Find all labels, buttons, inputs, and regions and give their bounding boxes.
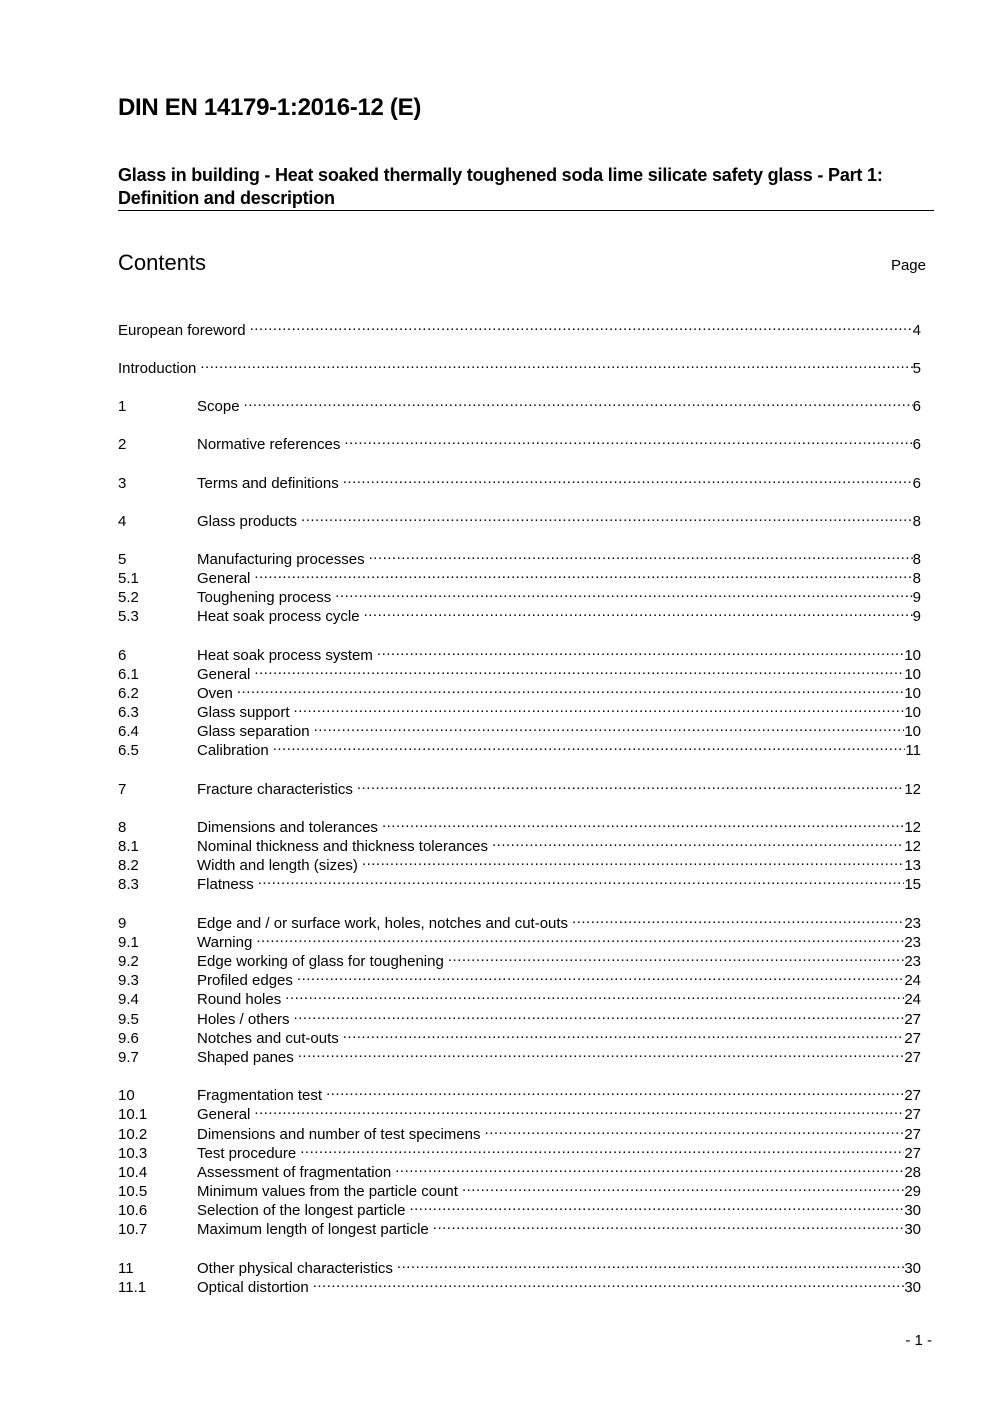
document-subtitle: Glass in building - Heat soaked thermally toughened soda lime silicate safety glass - Part 1: Definition and description [118,165,883,208]
dot-leader [258,870,905,889]
toc-entry-number: 6.2 [118,685,139,702]
toc-entry[interactable] [118,832,921,855]
toc-entry-title: Flatness [197,876,254,893]
toc-entry[interactable] [118,851,921,874]
toc-entry-title: Oven [197,685,233,702]
dot-leader [294,698,905,717]
toc-entry-number: 10.3 [118,1145,148,1162]
toc-entry-page: 6 [912,436,921,453]
toc-entry-title: Width and length (sizes) [197,857,358,874]
dot-leader [285,985,904,1004]
toc-entry-title: Fragmentation test [197,1087,323,1104]
toc-entry-number: 6 [118,647,127,664]
toc-entry[interactable] [118,641,921,664]
toc-entry-number: 9.1 [118,934,139,951]
dot-leader [294,1005,905,1024]
toc-entry-page: 27 [904,1106,921,1123]
toc-entry-number: 9.5 [118,1011,139,1028]
toc-entry-number: 1 [118,398,127,415]
toc-entry[interactable] [118,1196,921,1219]
toc-entry-number: 2 [118,436,127,453]
toc-entry-page: 28 [904,1164,921,1181]
dot-leader [433,1215,905,1234]
dot-leader [244,392,913,411]
toc-entry-title: General [197,666,251,683]
toc-entry-number: 10.7 [118,1221,148,1238]
toc-entry[interactable] [118,660,921,683]
toc-entry-title: Round holes [197,991,282,1008]
page-number: - 1 - [905,1332,932,1349]
toc-entry-number: 11 [118,1260,134,1277]
toc-entry[interactable] [118,430,921,453]
toc-entry-title: Fracture characteristics [197,781,353,798]
dot-leader [254,1100,904,1119]
toc-entry[interactable] [118,679,921,702]
toc-entry-number: 5 [118,551,127,568]
toc-entry[interactable] [118,507,921,530]
toc-entry[interactable] [118,909,921,932]
toc-entry[interactable] [118,602,921,625]
toc-entry-title: Test procedure [197,1145,297,1162]
toc-entry-title: Manufacturing processes [197,551,365,568]
toc-entry-title: Introduction [118,360,197,377]
dot-leader [237,679,904,698]
dot-leader [409,1196,904,1215]
page-column-heading: Page [890,257,926,274]
toc-entry[interactable] [118,736,921,759]
toc-entry-page: 24 [904,972,921,989]
toc-entry-number: 8.1 [118,838,139,855]
toc-entry[interactable] [118,545,921,568]
toc-entry-page: 8 [912,551,921,568]
dot-leader [492,832,904,851]
dot-leader [301,507,913,526]
toc-entry[interactable] [118,1177,921,1200]
toc-entry-title: Heat soak process system [197,647,373,664]
toc-entry-page: 23 [904,953,921,970]
contents-heading: Contents [118,250,207,275]
toc-entry-page: 27 [904,1087,921,1104]
toc-entry-title: Scope [197,398,240,415]
toc-entry-title: Maximum length of longest particle [197,1221,429,1238]
toc-entry-page: 30 [904,1221,921,1238]
toc-entry-title: Minimum values from the particle count [197,1183,458,1200]
toc-entry-title: Profiled edges [197,972,293,989]
dot-leader [364,602,913,621]
toc-entry-number: 10.5 [118,1183,148,1200]
title-divider [118,210,934,211]
toc-entry-page: 6 [912,398,921,415]
dot-leader [254,660,904,679]
toc-entry-page: 12 [904,781,921,798]
toc-entry[interactable] [118,717,921,740]
toc-entry[interactable] [118,469,921,492]
dot-leader [382,813,904,832]
dot-leader [369,545,913,564]
toc-entry[interactable] [118,985,921,1008]
toc-entry-title: Optical distortion [197,1279,309,1296]
toc-entry-number: 9.7 [118,1049,139,1066]
document-id: DIN EN 14179-1:2016-12 (E) [118,94,422,121]
toc-entry-page: 23 [904,934,921,951]
toc-entry-title: Shaped panes [197,1049,294,1066]
toc-entry-number: 8 [118,819,127,836]
toc-entry-number: 10.2 [118,1126,148,1143]
toc-entry-title: Holes / others [197,1011,290,1028]
toc-entry-number: 7 [118,781,127,798]
toc-entry[interactable] [118,583,921,606]
toc-entry[interactable] [118,1043,921,1066]
toc-entry-title: Normative references [197,436,341,453]
toc-entry-number: 9 [118,915,127,932]
toc-entry[interactable] [118,947,921,970]
dot-leader [448,947,904,966]
toc-entry-page: 9 [912,589,921,606]
toc-entry-page: 23 [904,915,921,932]
toc-entry[interactable] [118,1024,921,1047]
toc-entry-page: 10 [904,666,921,683]
toc-entry[interactable] [118,1005,921,1028]
toc-entry-title: Edge working of glass for toughening [197,953,444,970]
dot-leader [254,564,912,583]
toc-entry[interactable] [118,775,921,798]
toc-entry[interactable] [118,1100,921,1123]
toc-entry[interactable] [118,354,921,377]
dot-leader [397,1254,904,1273]
toc-entry-title: Terms and definitions [197,475,339,492]
toc-entry-page: 9 [912,608,921,625]
dot-leader [313,1273,905,1292]
toc-entry-number: 4 [118,513,127,530]
toc-entry[interactable] [118,564,921,587]
toc-entry-page: 10 [904,704,921,721]
toc-entry[interactable] [118,1158,921,1181]
toc-entry-page: 10 [904,685,921,702]
dot-leader [250,316,913,335]
toc-entry-number: 6.1 [118,666,139,683]
dot-leader [343,469,913,488]
toc-entry-number: 10.4 [118,1164,148,1181]
toc-entry[interactable] [118,1273,921,1296]
toc-entry-title: General [197,1106,251,1123]
toc-entry-title: Heat soak process cycle [197,608,360,625]
toc-entry-page: 10 [904,723,921,740]
dot-leader [344,430,912,449]
toc-entry-page: 30 [904,1202,921,1219]
toc-entry-number: 6.5 [118,742,139,759]
toc-entry-page: 15 [904,876,921,893]
toc-entry-title: Dimensions and tolerances [197,819,378,836]
toc-entry-title: Dimensions and number of test specimens [197,1126,481,1143]
toc-entry[interactable] [118,1081,921,1104]
toc-entry[interactable] [118,1139,921,1162]
toc-entry-page: 13 [904,857,921,874]
toc-entry-number: 9.2 [118,953,139,970]
dot-leader [335,583,912,602]
toc-entry-number: 5.1 [118,570,139,587]
toc-entry-page: 12 [904,819,921,836]
toc-entry[interactable] [118,928,921,951]
dot-leader [395,1158,904,1177]
toc-entry-page: 6 [912,475,921,492]
toc-entry-title: Nominal thickness and thickness tolerances [197,838,488,855]
toc-entry-title: Toughening process [197,589,332,606]
toc-entry-page: 11 [905,742,921,759]
toc-entry-number: 5.3 [118,608,139,625]
dot-leader [343,1024,905,1043]
toc-entry-number: 10.6 [118,1202,148,1219]
toc-entry-number: 9.6 [118,1030,139,1047]
toc-entry-page: 27 [904,1145,921,1162]
dot-leader [326,1081,904,1100]
toc-entry-title: Assessment of fragmentation [197,1164,392,1181]
toc-entry-page: 4 [912,322,921,339]
toc-entry-title: Notches and cut-outs [197,1030,339,1047]
toc-entry-number: 6.3 [118,704,139,721]
dot-leader [200,354,912,373]
dot-leader [484,1120,904,1139]
toc-entry-title: Glass products [197,513,298,530]
toc-entry-title: General [197,570,251,587]
toc-entry[interactable] [118,870,921,893]
toc-entry-title: European foreword [118,322,246,339]
dot-leader [300,1139,904,1158]
toc-entry-number: 5.2 [118,589,139,606]
toc-entry-number: 8.2 [118,857,139,874]
toc-entry[interactable] [118,316,921,339]
toc-entry-page: 27 [904,1030,921,1047]
toc-entry[interactable] [118,1215,921,1238]
toc-entry[interactable] [118,392,921,415]
toc-entry[interactable] [118,698,921,721]
toc-entry[interactable] [118,813,921,836]
toc-entry-number: 10 [118,1087,135,1104]
toc-entry-title: Calibration [197,742,269,759]
toc-entry-page: 30 [904,1279,921,1296]
toc-entry[interactable] [118,966,921,989]
toc-entry-number: 9.4 [118,991,139,1008]
dot-leader [256,928,904,947]
toc-entry[interactable] [118,1254,921,1277]
dot-leader [297,966,904,985]
toc-entry-number: 6.4 [118,723,139,740]
toc-entry-title: Selection of the longest particle [197,1202,406,1219]
toc-entry-page: 27 [904,1011,921,1028]
dot-leader [273,736,906,755]
toc-entry-number: 3 [118,475,127,492]
dot-leader [377,641,904,660]
toc-entry-title: Glass support [197,704,290,721]
toc-entry[interactable] [118,1120,921,1143]
toc-entry-title: Glass separation [197,723,310,740]
toc-entry-page: 8 [912,513,921,530]
dot-leader [572,909,904,928]
dot-leader [362,851,904,870]
toc-entry-page: 5 [912,360,921,377]
toc-entry-page: 12 [904,838,921,855]
toc-entry-title: Warning [197,934,253,951]
toc-entry-page: 24 [904,991,921,1008]
toc-entry-number: 11.1 [118,1279,147,1296]
toc-entry-page: 29 [904,1183,921,1200]
toc-entry-title: Edge and / or surface work, holes, notches and cut-outs [197,915,569,932]
toc-entry-page: 30 [904,1260,921,1277]
dot-leader [298,1043,905,1062]
dot-leader [314,717,905,736]
dot-leader [357,775,904,794]
toc-entry-number: 8.3 [118,876,139,893]
toc-entry-page: 10 [904,647,921,664]
toc-entry-number: 10.1 [118,1106,148,1123]
toc-entry-page: 27 [904,1049,921,1066]
dot-leader [462,1177,904,1196]
toc-entry-page: 27 [904,1126,921,1143]
toc-entry-page: 8 [912,570,921,587]
toc-entry-number: 9.3 [118,972,139,989]
toc-entry-title: Other physical characteristics [197,1260,393,1277]
